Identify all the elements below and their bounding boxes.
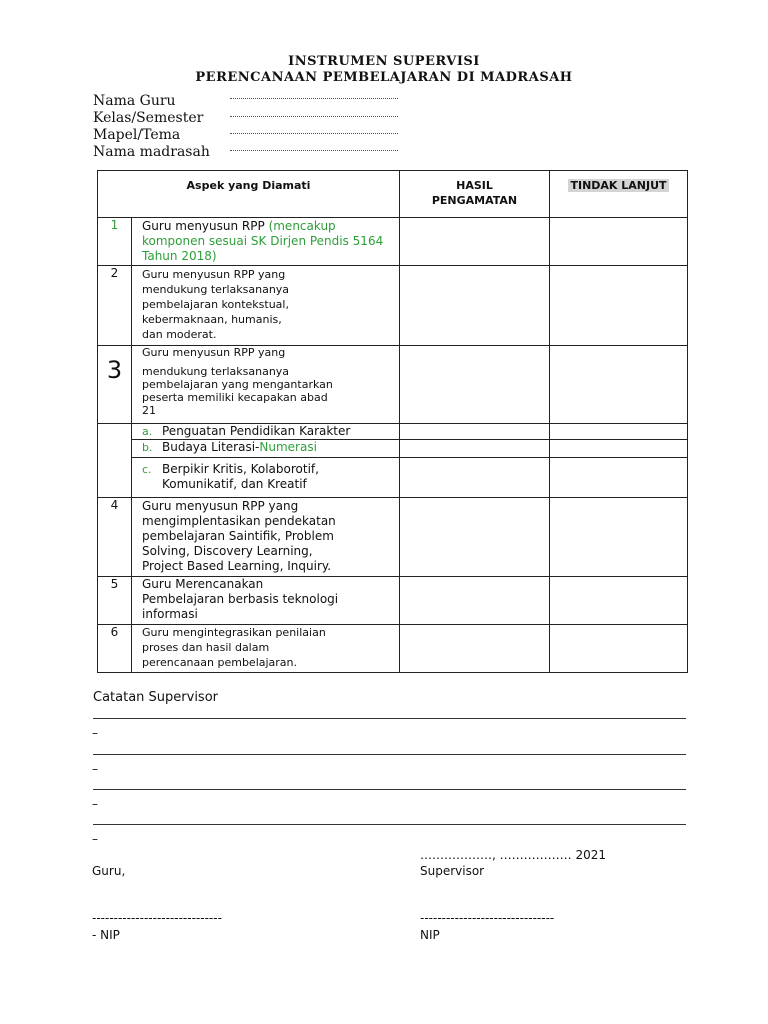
tindak-cell[interactable]	[550, 625, 688, 673]
supervision-table	[97, 170, 688, 673]
hasil-cell[interactable]	[400, 440, 550, 458]
field-line-nama-guru	[230, 97, 398, 99]
header-hasil: HASIL PENGAMATAN	[400, 171, 550, 218]
field-label-nama-guru: Nama Guru	[93, 93, 176, 109]
row-aspek: Guru menyusun RPP yang mendukung terlaksananya pembelajaran kontekstual, kebermaknaan, humanis, dan moderat.	[132, 266, 400, 346]
row-number: 6	[98, 625, 132, 673]
row-aspek: Guru Merencanakan Pembelajaran berbasis teknologi informasi	[132, 577, 400, 625]
hasil-cell[interactable]	[400, 424, 550, 440]
row-aspek: Guru menyusun RPP yang mendukung terlaksananya pembelajaran yang mengantarkan peserta memiliki kecapakan abad 21	[132, 346, 400, 424]
hasil-cell[interactable]	[400, 625, 550, 673]
row-aspek: Guru menyusun RPP yang mengimplentasikan pendekatan pembelajaran Saintifik, Problem Solving, Discovery Learning, Project Based Learning, Inquiry.	[132, 498, 400, 577]
row-number: 5	[98, 577, 132, 625]
tindak-cell[interactable]	[550, 424, 688, 440]
note-line[interactable]	[93, 718, 686, 719]
guru-label: Guru,	[92, 864, 126, 878]
hasil-cell[interactable]	[400, 577, 550, 625]
tindak-cell[interactable]	[550, 440, 688, 458]
header-aspek: Aspek yang Diamati	[98, 171, 400, 218]
field-label-kelas: Kelas/Semester	[93, 110, 204, 126]
tindak-cell[interactable]	[550, 346, 688, 424]
table-row	[98, 458, 688, 498]
guru-nip: - NIP	[92, 928, 120, 942]
date-line: ………………, ……………… 2021	[420, 848, 606, 862]
tindak-cell[interactable]	[550, 498, 688, 577]
supervisor-label: Supervisor	[420, 864, 485, 878]
subitem-a: a. Penguatan Pendidikan Karakter	[132, 424, 400, 440]
note-dash: –	[92, 726, 98, 740]
table-row	[98, 625, 688, 673]
row-aspek: Guru menyusun RPP (mencakup komponen sesuai SK Dirjen Pendis 5164 Tahun 2018)	[132, 218, 400, 266]
tindak-cell[interactable]	[550, 218, 688, 266]
note-line[interactable]	[93, 789, 686, 790]
tindak-cell[interactable]	[550, 458, 688, 498]
note-dash: –	[92, 762, 98, 776]
note-dash: –	[92, 797, 98, 811]
field-line-kelas	[230, 115, 398, 117]
table-row	[98, 266, 688, 346]
hasil-cell[interactable]	[400, 218, 550, 266]
field-line-mapel	[230, 132, 398, 134]
supervisor-nip: NIP	[420, 928, 440, 942]
header-tindak: TINDAK LANJUT	[550, 171, 688, 218]
hasil-cell[interactable]	[400, 346, 550, 424]
tindak-cell[interactable]	[550, 266, 688, 346]
note-dash: –	[92, 832, 98, 846]
guru-signature-line: ------------------------------	[92, 911, 222, 925]
field-line-madrasah	[230, 149, 398, 151]
supervisor-signature-line: -------------------------------	[420, 911, 555, 925]
row-number: 3	[98, 346, 132, 424]
field-label-madrasah: Nama madrasah	[93, 144, 210, 160]
row-aspek: Guru mengintegrasikan penilaian proses dan hasil dalam perencanaan pembelajaran.	[132, 625, 400, 673]
table-row	[98, 498, 688, 577]
table-row	[98, 346, 688, 424]
note-line[interactable]	[93, 754, 686, 755]
table-row	[98, 218, 688, 266]
subitem-b: b. Budaya Literasi-Numerasi	[132, 440, 400, 458]
subitem-c: c. Berpikir Kritis, Kolaborotif, Komunikatif, dan Kreatif	[132, 458, 400, 498]
hasil-cell[interactable]	[400, 458, 550, 498]
hasil-cell[interactable]	[400, 266, 550, 346]
note-line[interactable]	[93, 824, 686, 825]
table-row	[98, 440, 688, 458]
table-header-row	[98, 171, 688, 218]
row-number: 1	[98, 218, 132, 266]
tindak-cell[interactable]	[550, 577, 688, 625]
row-number: 4	[98, 498, 132, 577]
table-row	[98, 577, 688, 625]
field-label-mapel: Mapel/Tema	[93, 127, 181, 143]
document-subtitle: PERENCANAAN PEMBELAJARAN DI MADRASAH	[195, 70, 573, 85]
catatan-label: Catatan Supervisor	[93, 690, 219, 705]
document-title: INSTRUMEN SUPERVISI	[288, 54, 480, 69]
hasil-cell[interactable]	[400, 498, 550, 577]
table-row	[98, 424, 688, 440]
row-number: 2	[98, 266, 132, 346]
